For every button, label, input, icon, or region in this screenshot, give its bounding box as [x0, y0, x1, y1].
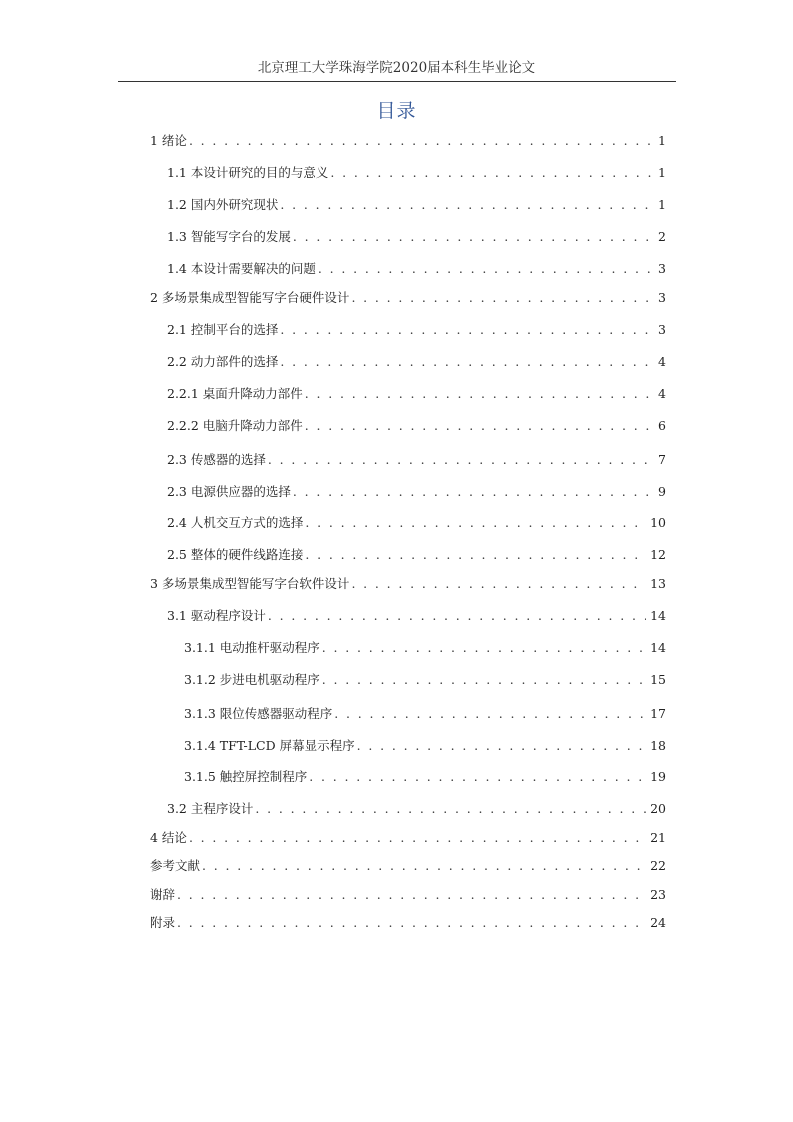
toc-leader-dots — [330, 165, 654, 180]
toc-entry-label: 2.5 整体的硬件线路连接 — [167, 547, 304, 562]
toc-entry-label: 2.1 控制平台的选择 — [167, 322, 279, 337]
toc-leader-dots — [305, 547, 646, 562]
toc-entry[interactable] — [167, 482, 666, 500]
toc-entry-label: 1.1 本设计研究的目的与意义 — [167, 165, 329, 180]
toc-entry-label: 1.2 国内外研究现状 — [167, 197, 279, 212]
toc-entry-page: 9 — [658, 484, 666, 499]
toc-entry-page: 1 — [658, 165, 666, 180]
toc-entry-page: 20 — [650, 801, 666, 816]
toc-entry-label: 3.1.2 步进电机驱动程序 — [184, 672, 320, 687]
toc-entry-page: 1 — [658, 197, 666, 212]
toc-leader-dots — [177, 915, 646, 930]
toc-leader-dots — [280, 322, 654, 337]
toc-entry-label: 3.1.1 电动推杆驱动程序 — [184, 640, 320, 655]
toc-leader-dots — [322, 672, 646, 687]
toc-title: 目录 — [376, 100, 417, 122]
toc-leader-dots — [280, 197, 654, 212]
toc-leader-dots — [318, 261, 654, 276]
toc-entry-label: 1.4 本设计需要解决的问题 — [167, 261, 316, 276]
toc-entry[interactable] — [167, 259, 666, 277]
toc-entry-label: 2.3 电源供应器的选择 — [167, 484, 291, 499]
toc-leader-dots — [305, 386, 654, 401]
toc-entry-label: 谢辞 — [150, 887, 176, 902]
toc-entry-page: 10 — [650, 515, 666, 530]
toc-entry-page: 23 — [650, 887, 666, 902]
toc-entry-label: 参考文献 — [150, 858, 201, 873]
toc-leader-dots — [305, 418, 654, 433]
toc-entry-page: 22 — [650, 858, 666, 873]
toc-entry-page: 3 — [658, 322, 666, 337]
toc-entry-label: 2.2.2 电脑升降动力部件 — [167, 418, 303, 433]
toc-leader-dots — [268, 608, 646, 623]
toc-entry[interactable] — [167, 320, 666, 338]
toc-entry[interactable] — [167, 545, 666, 563]
toc-entry-page: 15 — [650, 672, 666, 687]
toc-leader-dots — [309, 769, 646, 784]
toc-entry-label: 3.1.3 限位传感器驱动程序 — [184, 706, 333, 721]
toc-entry-page: 4 — [658, 354, 666, 369]
toc-entry-label: 1 绪论 — [150, 133, 187, 148]
toc-leader-dots — [322, 640, 646, 655]
toc-entry-label: 3.1 驱动程序设计 — [167, 608, 266, 623]
toc-entry-label: 3 多场景集成型智能写字台软件设计 — [150, 576, 350, 591]
toc-entry[interactable] — [167, 450, 666, 468]
toc-entry-label: 3.1.4 TFT-LCD 屏幕显示程序 — [184, 738, 355, 753]
toc-entry-page: 1 — [658, 133, 666, 148]
toc-entry-label: 4 结论 — [150, 830, 187, 845]
toc-entry[interactable] — [167, 384, 666, 402]
toc-leader-dots — [334, 706, 646, 721]
toc-entry[interactable] — [184, 670, 666, 688]
toc-entry-page: 21 — [650, 830, 666, 845]
toc-leader-dots — [280, 354, 654, 369]
toc-entry[interactable] — [150, 131, 666, 149]
toc-entry[interactable] — [150, 885, 666, 903]
toc-entry[interactable] — [184, 704, 666, 722]
toc-entry-page: 18 — [650, 738, 666, 753]
toc-entry[interactable] — [167, 163, 666, 181]
toc-entry[interactable] — [150, 288, 666, 306]
toc-leader-dots — [293, 484, 654, 499]
toc-entry-page: 2 — [658, 229, 666, 244]
toc-entry-page: 3 — [658, 261, 666, 276]
toc-entry-label: 2.3 传感器的选择 — [167, 452, 266, 467]
toc-entry[interactable] — [167, 227, 666, 245]
toc-entry-page: 12 — [650, 547, 666, 562]
toc-entry-label: 1.3 智能写字台的发展 — [167, 229, 291, 244]
toc-entry-page: 24 — [650, 915, 666, 930]
toc-entry-page: 14 — [650, 640, 666, 655]
toc-entry[interactable] — [184, 736, 666, 754]
toc-leader-dots — [189, 830, 646, 845]
toc-entry-page: 3 — [658, 290, 666, 305]
toc-entry-label: 2.2 动力部件的选择 — [167, 354, 279, 369]
toc-entry-page: 17 — [650, 706, 666, 721]
toc-entry-page: 4 — [658, 386, 666, 401]
toc-leader-dots — [351, 290, 654, 305]
toc-entry-label: 附录 — [150, 915, 176, 930]
toc-entry[interactable] — [167, 416, 666, 434]
toc-entry[interactable] — [150, 913, 666, 931]
header-divider — [118, 81, 676, 82]
toc-entry[interactable] — [184, 767, 666, 785]
toc-leader-dots — [268, 452, 654, 467]
toc-entry-page: 6 — [658, 418, 666, 433]
toc-entry-page: 13 — [650, 576, 666, 591]
toc-entry-label: 2.2.1 桌面升降动力部件 — [167, 386, 303, 401]
toc-entry[interactable] — [167, 195, 666, 213]
toc-leader-dots — [202, 858, 646, 873]
toc-leader-dots — [351, 576, 646, 591]
toc-entry-page: 7 — [658, 452, 666, 467]
toc-leader-dots — [293, 229, 654, 244]
toc-leader-dots — [255, 801, 646, 816]
toc-entry[interactable] — [167, 799, 666, 817]
toc-entry[interactable] — [167, 352, 666, 370]
toc-entry-label: 3.1.5 触控屏控制程序 — [184, 769, 308, 784]
toc-entry-label: 2 多场景集成型智能写字台硬件设计 — [150, 290, 350, 305]
toc-entry[interactable] — [150, 574, 666, 592]
toc-entry[interactable] — [150, 856, 666, 874]
toc-leader-dots — [357, 738, 646, 753]
toc-entry[interactable] — [167, 606, 666, 624]
toc-entry[interactable] — [167, 513, 666, 531]
toc-leader-dots — [177, 887, 646, 902]
toc-entry-label: 2.4 人机交互方式的选择 — [167, 515, 304, 530]
page-header: 北京理工大学珠海学院2020届本科生毕业论文 — [257, 60, 536, 76]
toc-entry-label: 3.2 主程序设计 — [167, 801, 254, 816]
toc-entry[interactable] — [184, 638, 666, 656]
toc-entry[interactable] — [150, 828, 666, 846]
toc-leader-dots — [305, 515, 646, 530]
toc-entry-page: 14 — [650, 608, 666, 623]
toc-leader-dots — [189, 133, 654, 148]
toc-entry-page: 19 — [650, 769, 666, 784]
